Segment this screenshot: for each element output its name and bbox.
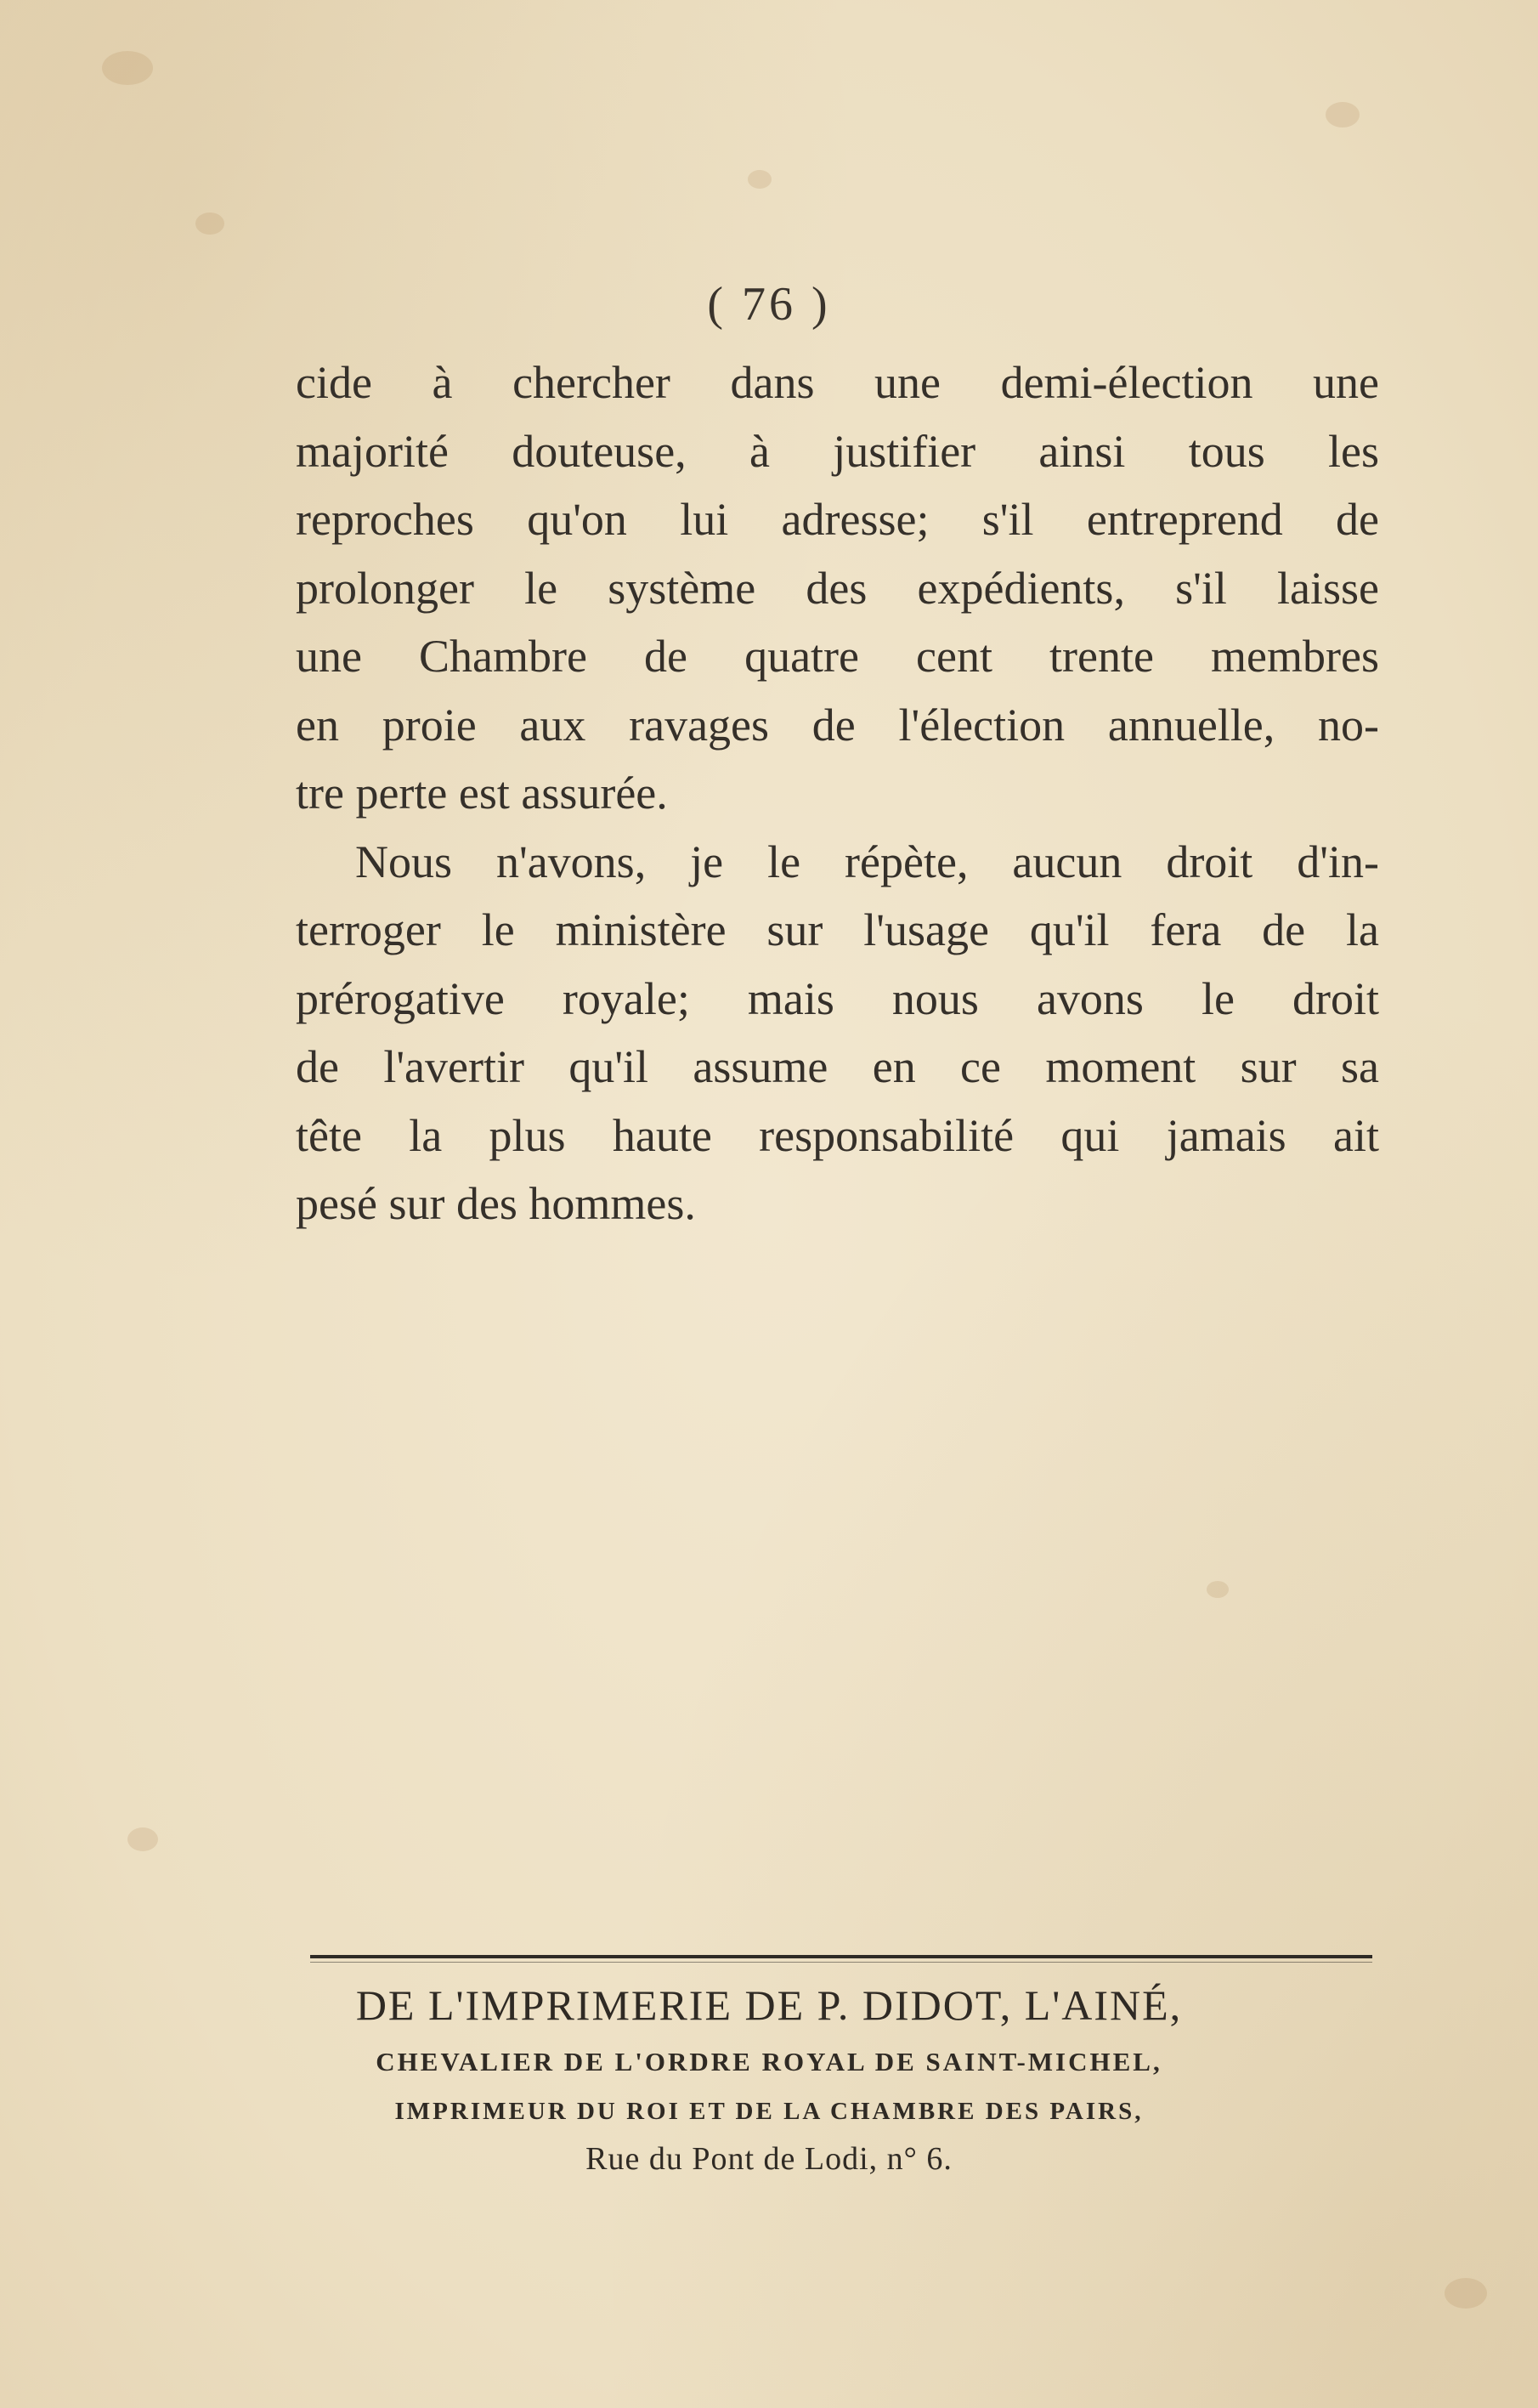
text-line: Nous n'avons, je le répète, aucun droit d'in- xyxy=(355,836,1379,887)
imprint-rule-thin xyxy=(310,1962,1372,1963)
text-line: majorité douteuse, à justifier ainsi tous les xyxy=(296,425,1379,477)
foxing-spot xyxy=(127,1827,158,1851)
foxing-spot xyxy=(1326,102,1360,127)
text-line: cide à chercher dans une demi-élection une xyxy=(296,357,1379,408)
imprint-address: Rue du Pont de Lodi, n° 6. xyxy=(585,2141,953,2177)
imprint-printer: DE L'IMPRIMERIE DE P. DIDOT, L'AINÉ, xyxy=(355,1981,1183,2029)
page-number: ( 76 ) xyxy=(707,278,831,331)
text-line: terroger le ministère sur l'usage qu'il fera de la xyxy=(296,904,1379,955)
foxing-spot xyxy=(102,51,153,85)
text-line: prolonger le système des expédients, s'il laisse xyxy=(296,562,1379,614)
imprint-title: CHEVALIER DE L'ORDRE ROYAL DE SAINT-MICHEL, xyxy=(376,2047,1162,2077)
text-line: tête la plus haute responsabilité qui jamais ait xyxy=(296,1109,1379,1161)
paragraph-1 xyxy=(296,348,1379,828)
imprint-rule xyxy=(310,1955,1372,1958)
foxing-spot xyxy=(1207,1581,1229,1598)
text-line: en proie aux ravages de l'élection annuelle, no- xyxy=(296,699,1379,751)
paragraph-2 xyxy=(296,828,1379,1238)
foxing-spot xyxy=(195,212,224,235)
foxing-spot xyxy=(1445,2278,1487,2309)
text-line: de l'avertir qu'il assume en ce moment sur sa xyxy=(296,1041,1379,1092)
text-line: tre perte est assurée. xyxy=(296,768,668,819)
text-line: prérogative royale; mais nous avons le droit xyxy=(296,972,1379,1024)
text-line: reproches qu'on lui adresse; s'il entreprend de xyxy=(296,494,1379,545)
foxing-spot xyxy=(748,170,772,189)
text-line: une Chambre de quatre cent trente membres xyxy=(296,631,1379,682)
body-text xyxy=(296,348,1379,1238)
imprint-office: IMPRIMEUR DU ROI ET DE LA CHAMBRE DES PAIRS, xyxy=(394,2098,1144,2125)
text-line: pesé sur des hommes. xyxy=(296,1178,696,1229)
